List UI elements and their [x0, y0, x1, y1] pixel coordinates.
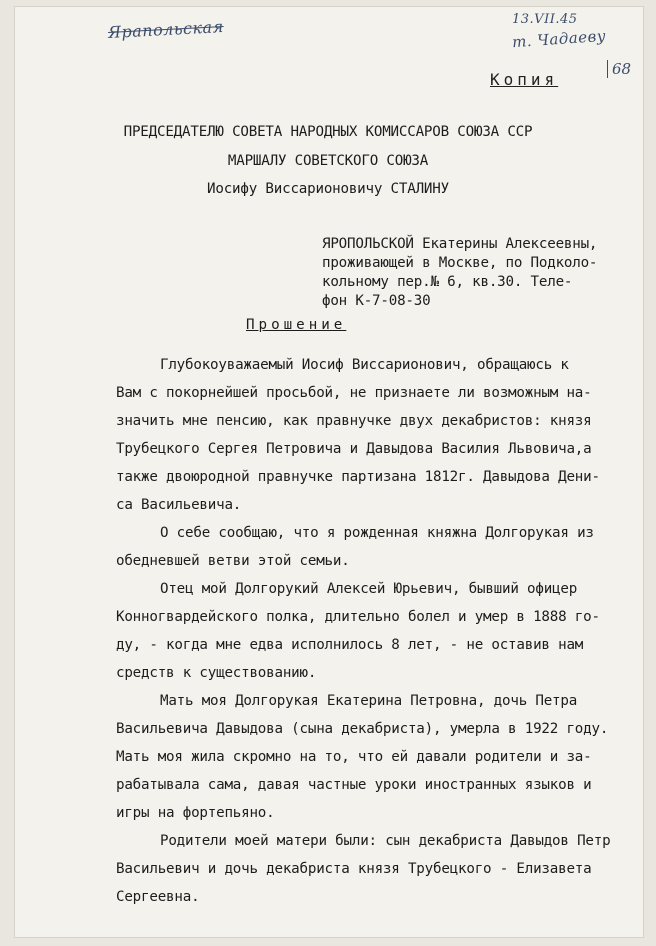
body-line: Васильевича Давыдова (сына декабриста), умерла в 1922 году. [116, 721, 609, 737]
body-line: рабатывала сама, давая частные уроки иностранных языков и [116, 777, 592, 793]
body-line: Сергеевна. [116, 889, 200, 905]
body-line: значить мне пенсию, как правнучке двух декабристов: князя [116, 413, 592, 429]
body-line: Вам с покорнейшей просьбой, не признаете ли возможным на- [116, 385, 592, 401]
body-line: игры на фортепьяно. [116, 805, 275, 821]
page-number: 68 [607, 60, 631, 78]
body-line: Отец мой Долгорукий Алексей Юрьевич, бывший офицер [160, 581, 578, 597]
body-line: Мать моя жила скромно на то, что ей давали родители и за- [116, 749, 592, 765]
addressee-line-1: ПРЕДСЕДАТЕЛЮ СОВЕТА НАРОДНЫХ КОМИССАРОВ СОЮЗА ССР [123, 124, 533, 140]
sender-line-1: ЯРОПОЛЬСКОЙ Екатерины Алексеевны, [322, 236, 598, 252]
body-line: также двоюродной правнучке партизана 1812г. Давыдова Дени- [116, 469, 600, 485]
addressee-line-2: МАРШАЛУ СОВЕТСКОГО СОЮЗА [227, 153, 429, 169]
body-line: Глубокоуважаемый Иосиф Виссарионович, обращаюсь к [160, 357, 569, 373]
handwritten-surname: Ярапольская [107, 16, 225, 43]
handwritten-date: 13.VII.45 [512, 12, 578, 27]
body-line: обедневшей ветви этой семьи. [116, 553, 350, 569]
body-line: Васильевич и дочь декабриста князя Трубецкого - Елизавета [116, 861, 592, 877]
document-heading: Прошение [246, 317, 347, 333]
addressee-line-3: Иосифу Виссарионовичу СТАЛИНУ [207, 181, 449, 197]
sender-line-2: проживающей в Москве, по Подколо- [322, 255, 598, 271]
body-line: са Васильевича. [116, 497, 242, 513]
body-line: О себе сообщаю, что я рожденная княжна Долгорукая из [160, 525, 594, 541]
body-line: ду, - когда мне едва исполнилось 8 лет, - не оставив нам [116, 637, 584, 653]
sender-line-3: кольному пер.№ 6, кв.30. Теле- [322, 274, 573, 290]
body-line: Конногвардейского полка, длительно болел и умер в 1888 го- [116, 609, 600, 625]
body-line: Мать моя Долгорукая Екатерина Петровна, дочь Петра [160, 693, 578, 709]
sender-line-4: фон К-7-08-30 [322, 293, 431, 309]
copy-label: Копия [490, 70, 559, 89]
body-line: Трубецкого Сергея Петровича и Давыдова Василия Львовича,а [116, 441, 592, 457]
body-line: средств к существованию. [116, 665, 317, 681]
body-line: Родители моей матери были: сын декабриста Давыдов Петр [160, 833, 611, 849]
handwritten-recipient: т. Чадаеву [511, 26, 607, 52]
